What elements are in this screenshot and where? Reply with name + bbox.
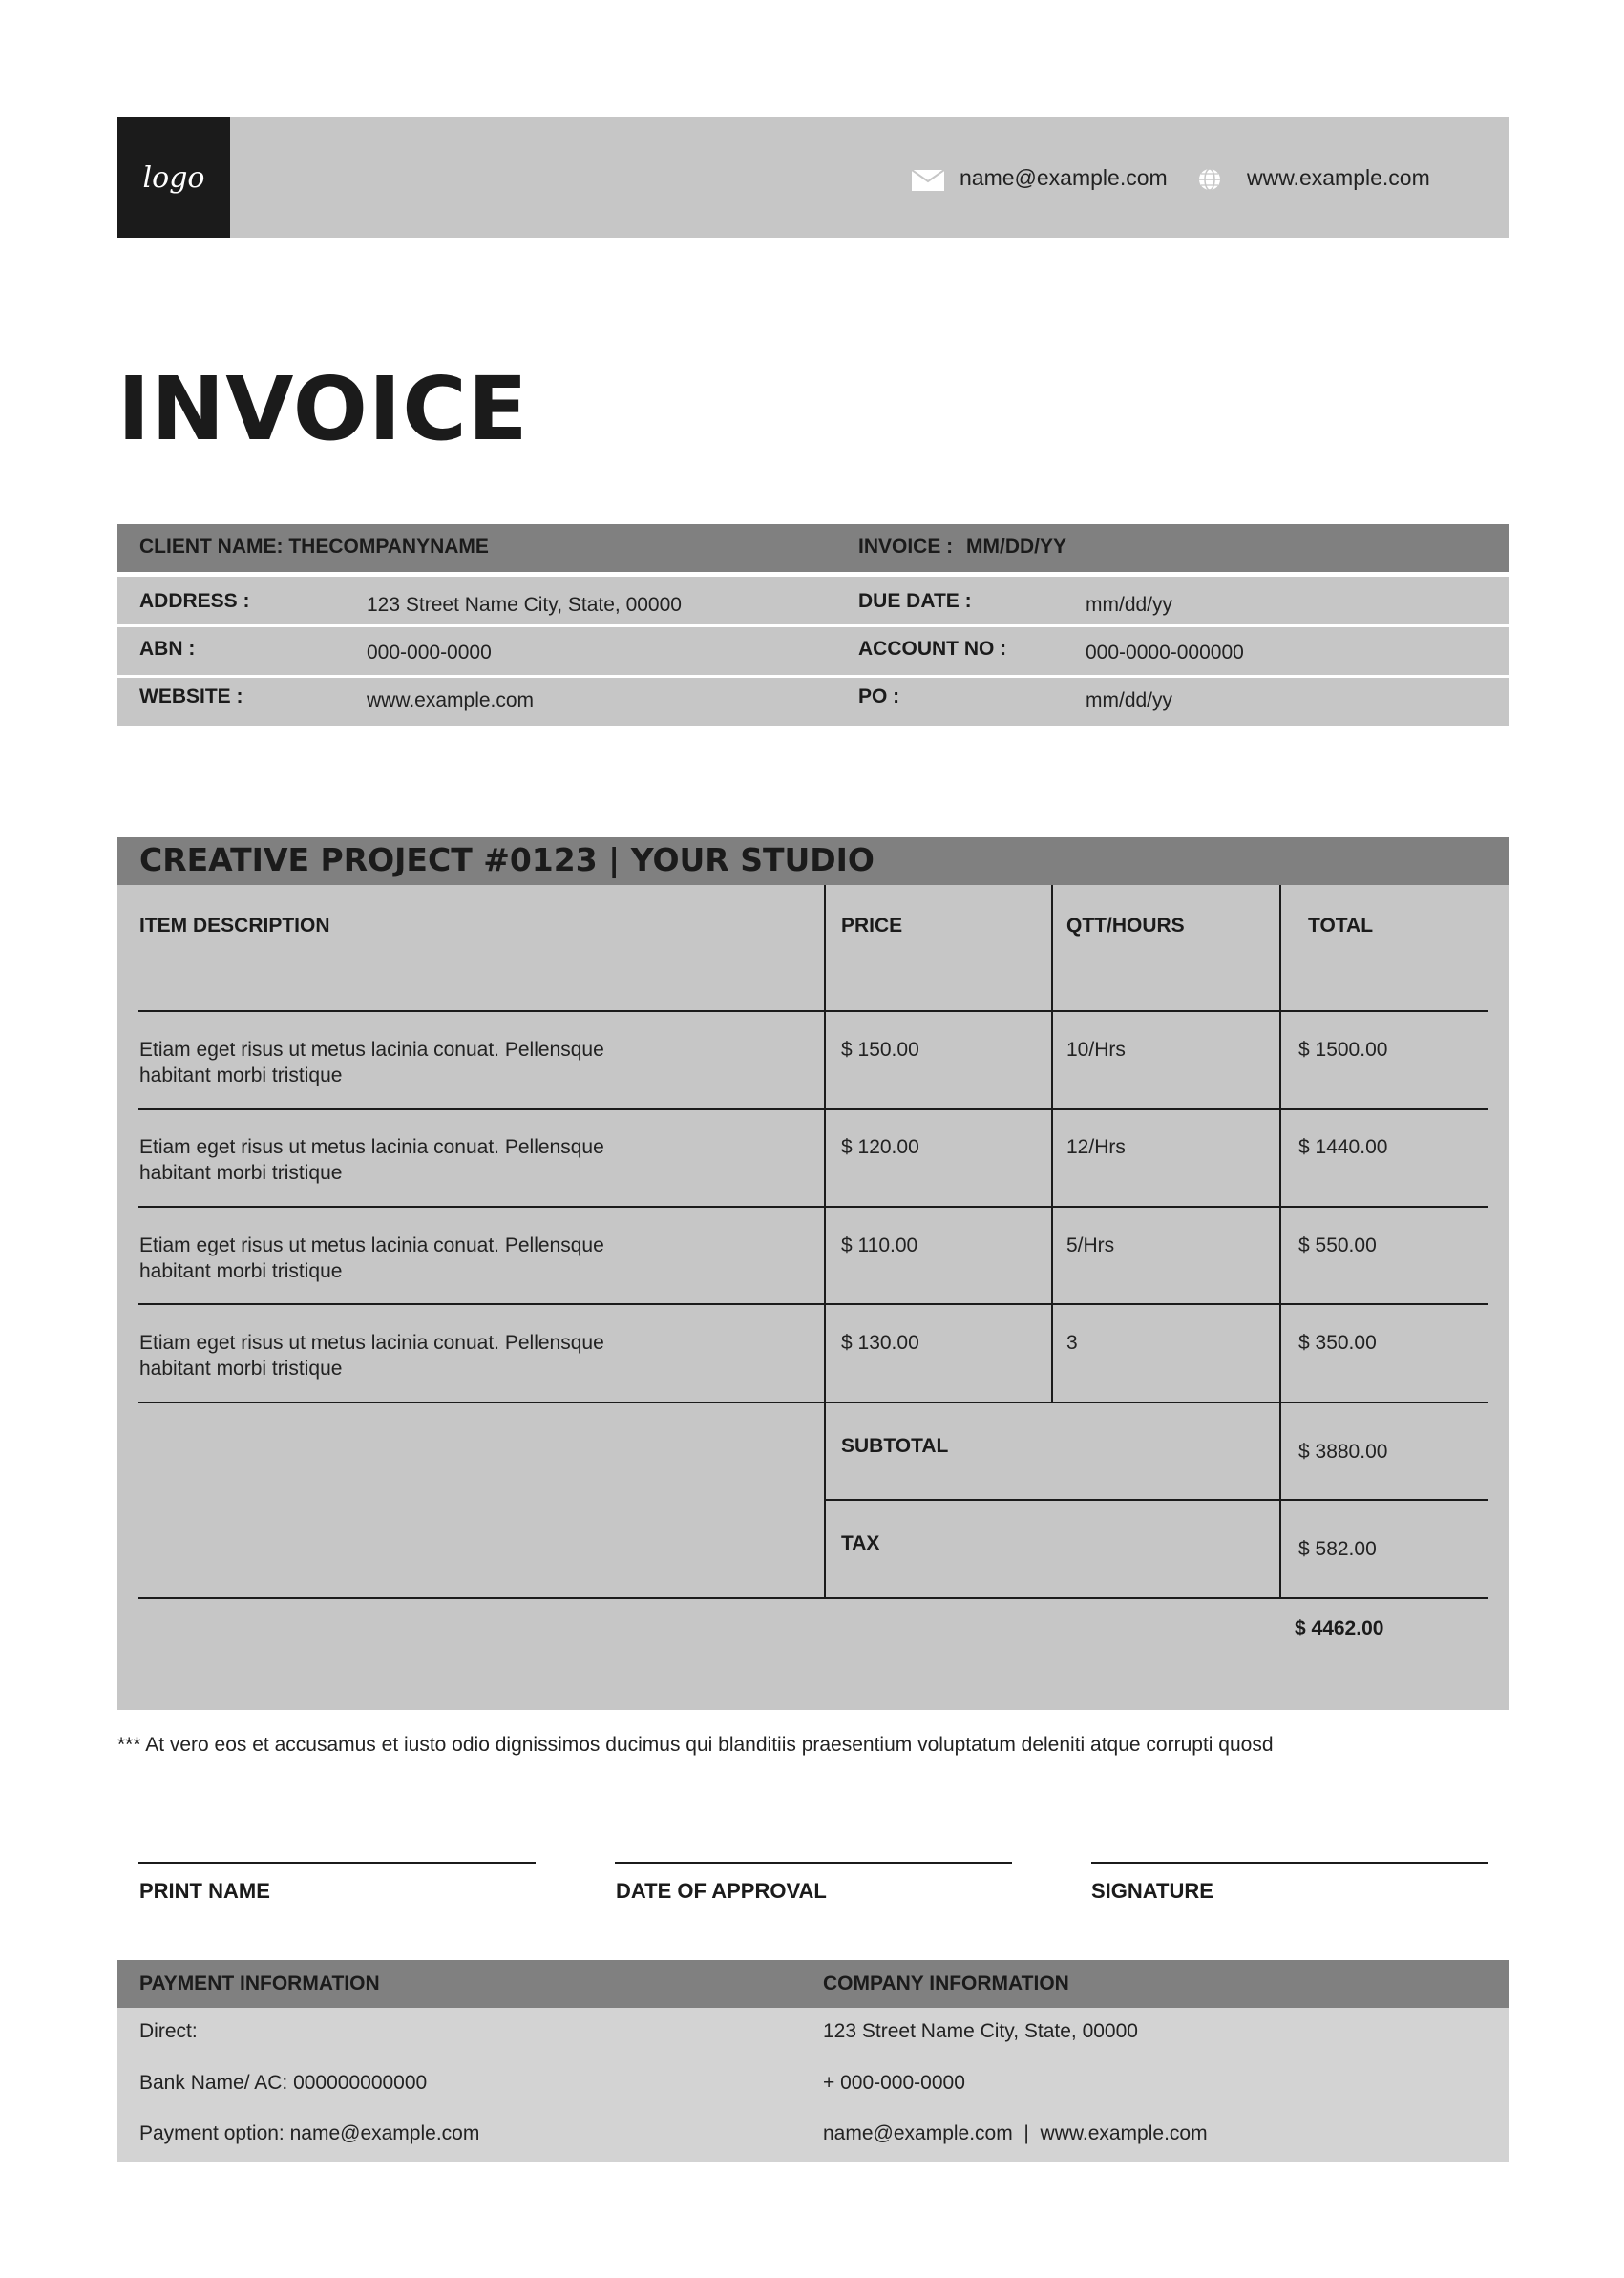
logo [117,117,230,238]
project-title: CREATIVE PROJECT #0123 | YOUR STUDIO [139,841,875,878]
table-rule [138,1597,1488,1599]
row-price: $ 150.00 [841,1039,919,1061]
po-value: mm/dd/yy [1086,689,1173,711]
payment-line-bank: Bank Name/ AC: 000000000000 [139,2072,428,2094]
invoice-value: MM/DD/YY [966,536,1067,558]
due-date-value: mm/dd/yy [1086,594,1173,616]
page-title: INVOICE [117,358,529,460]
due-date-label: DUE DATE : [858,590,972,612]
table-divider [824,885,826,1598]
po-label: PO : [858,686,900,707]
table-divider [1051,885,1053,1403]
description-line: Etiam eget risus ut metus lacinia conuat. Pellensque [139,1234,604,1256]
row-qty: 12/Hrs [1066,1136,1126,1158]
row-total: $ 550.00 [1298,1234,1377,1256]
date-of-approval-label: DATE OF APPROVAL [616,1879,827,1903]
company-address: 123 Street Name City, State, 00000 [823,2020,1138,2042]
abn-label: ABN : [139,638,196,660]
address-value: 123 Street Name City, State, 00000 [367,594,682,616]
table-divider [1279,885,1281,1598]
signature-line [138,1862,536,1864]
tax-value: $ 582.00 [1298,1538,1377,1560]
table-rule [138,1402,1488,1403]
website-value[interactable]: www.example.com [367,689,535,711]
row-price: $ 130.00 [841,1332,919,1354]
payment-info-heading: PAYMENT INFORMATION [139,1972,380,1994]
table-rule [138,1303,1488,1305]
subtotal-value: $ 3880.00 [1298,1441,1388,1463]
signature-line [615,1862,1012,1864]
description-line: habitant morbi tristique [139,1358,343,1380]
row-qty: 3 [1066,1332,1078,1354]
row-price: $ 110.00 [841,1234,918,1256]
globe-icon [1198,168,1221,191]
footnote: *** At vero eos et accusamus et iusto odio dignissimos ducimus qui blanditiis praesentium voluptatum deleniti atque corrupti quosd [117,1734,1274,1756]
row-total: $ 1440.00 [1298,1136,1388,1158]
table-row-description [139,1134,674,1186]
table-row-description [139,1037,674,1088]
client-row [117,627,1509,675]
row-total: $ 1500.00 [1298,1039,1388,1061]
col-item-description: ITEM DESCRIPTION [139,915,330,937]
items-table [117,885,1509,1710]
col-price: PRICE [841,915,903,937]
description-line: habitant morbi tristique [139,1162,343,1184]
tax-label: TAX [841,1532,880,1554]
table-rule [138,1206,1488,1208]
invoice-date-label [858,536,1066,559]
grand-total: $ 4462.00 [1295,1617,1384,1639]
description-line: Etiam eget risus ut metus lacinia conuat. Pellensque [139,1039,604,1061]
row-price: $ 120.00 [841,1136,919,1158]
client-name: CLIENT NAME: THECOMPANYNAME [139,536,489,558]
account-no-label: ACCOUNT NO : [858,638,1007,660]
abn-value: 000-000-0000 [367,642,492,664]
header-email[interactable]: name@example.com [960,165,1168,190]
company-info-heading: COMPANY INFORMATION [823,1972,1069,1994]
table-rule [138,1010,1488,1012]
address-label: ADDRESS : [139,590,250,612]
header-website[interactable]: www.example.com [1247,165,1430,190]
signature-label: SIGNATURE [1091,1879,1213,1903]
subtotal-label: SUBTOTAL [841,1435,949,1457]
company-contact: name@example.com | www.example.com [823,2122,1208,2144]
company-phone: + 000-000-0000 [823,2072,965,2094]
description-line: Etiam eget risus ut metus lacinia conuat. Pellensque [139,1136,604,1158]
website-label: WEBSITE : [139,686,243,707]
table-row-description [139,1330,674,1382]
account-no-value: 000-0000-000000 [1086,642,1244,664]
table-row-description [139,1233,674,1284]
client-row [117,577,1509,624]
description-line: habitant morbi tristique [139,1260,343,1282]
table-rule [138,1108,1488,1110]
col-qty-hours: QTT/HOURS [1066,915,1185,937]
description-line: habitant morbi tristique [139,1065,343,1086]
payment-line-direct: Direct: [139,2020,198,2042]
table-rule [824,1499,1488,1501]
row-qty: 10/Hrs [1066,1039,1126,1061]
col-total: TOTAL [1308,915,1374,937]
row-qty: 5/Hrs [1066,1234,1115,1256]
payment-line-option: Payment option: name@example.com [139,2122,480,2144]
invoice-label: INVOICE : [858,536,954,558]
row-total: $ 350.00 [1298,1332,1377,1354]
mail-icon [912,170,944,191]
signature-line [1091,1862,1488,1864]
description-line: Etiam eget risus ut metus lacinia conuat. Pellensque [139,1332,604,1354]
client-row [117,678,1509,726]
logo-text: logo [142,160,205,195]
print-name-label: PRINT NAME [139,1879,270,1903]
